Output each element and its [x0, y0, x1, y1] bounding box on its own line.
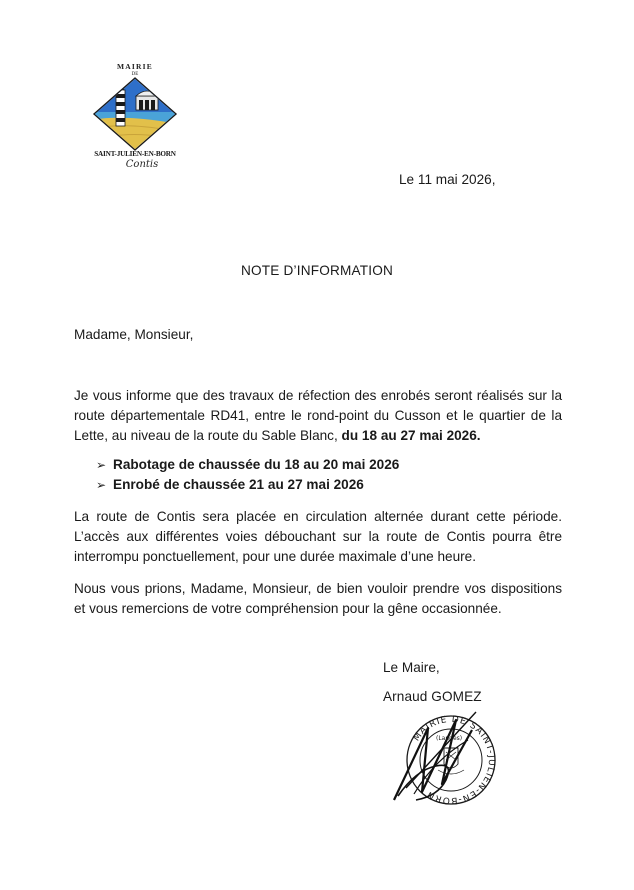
signatory-title: Le Maire,	[383, 660, 440, 675]
signatory-name: Arnaud GOMEZ	[383, 689, 482, 704]
list-item-text: Enrobé de chaussée 21 au 27 mai 2026	[113, 477, 364, 492]
arrow-bullet-icon: ➢	[96, 478, 107, 492]
official-stamp-icon	[376, 700, 526, 810]
logo-script-text: Contis	[125, 159, 159, 170]
town-logo	[92, 62, 178, 182]
paragraph-works-dates: du 18 au 27 mai 2026.	[341, 428, 481, 443]
salutation: Madame, Monsieur,	[74, 327, 194, 342]
paragraph-closing: Nous vous prions, Madame, Monsieur, de bien vouloir prendre vos dispositions et vous remercions de votre compréhension pour la gêne occasionnée.	[74, 581, 562, 616]
lighthouse-town-crest-icon	[92, 76, 178, 152]
works-schedule-list	[96, 455, 399, 495]
logo-top-text: MAIRIE	[117, 62, 153, 71]
list-item	[96, 455, 399, 475]
paragraph-works-text: Je vous informe que des travaux de réfection des enrobés seront réalisés sur la route départementale RD41, entre le rond-point du Cusson et le quartier de la Lette, au niveau de la route du Sable Blanc,	[74, 388, 562, 443]
logo-town-name: SAINT-JULIEN-EN-BORN	[94, 150, 176, 158]
letter-date: Le 11 mai 2026,	[399, 172, 496, 187]
stamp-inner-text: (Landes)	[436, 735, 463, 742]
document-title: NOTE D’INFORMATION	[240, 263, 394, 278]
list-item	[96, 475, 399, 495]
paragraph-works-announcement	[74, 386, 562, 446]
stamp-ring-text: MAIRIE DE SAINT-JULIEN-EN-BORN	[411, 714, 497, 806]
paragraph-traffic: La route de Contis sera placée en circulation alternée durant cette période. L’accès aux différentes voies débouchant sur la route de Contis pourra être interrompu ponctuellement, pour une durée maximale d’une heure.	[74, 509, 562, 564]
list-item-text: Rabotage de chaussée du 18 au 20 mai 2026	[113, 457, 400, 472]
logo-top-sub: DE	[131, 72, 139, 77]
arrow-bullet-icon: ➢	[96, 458, 107, 472]
